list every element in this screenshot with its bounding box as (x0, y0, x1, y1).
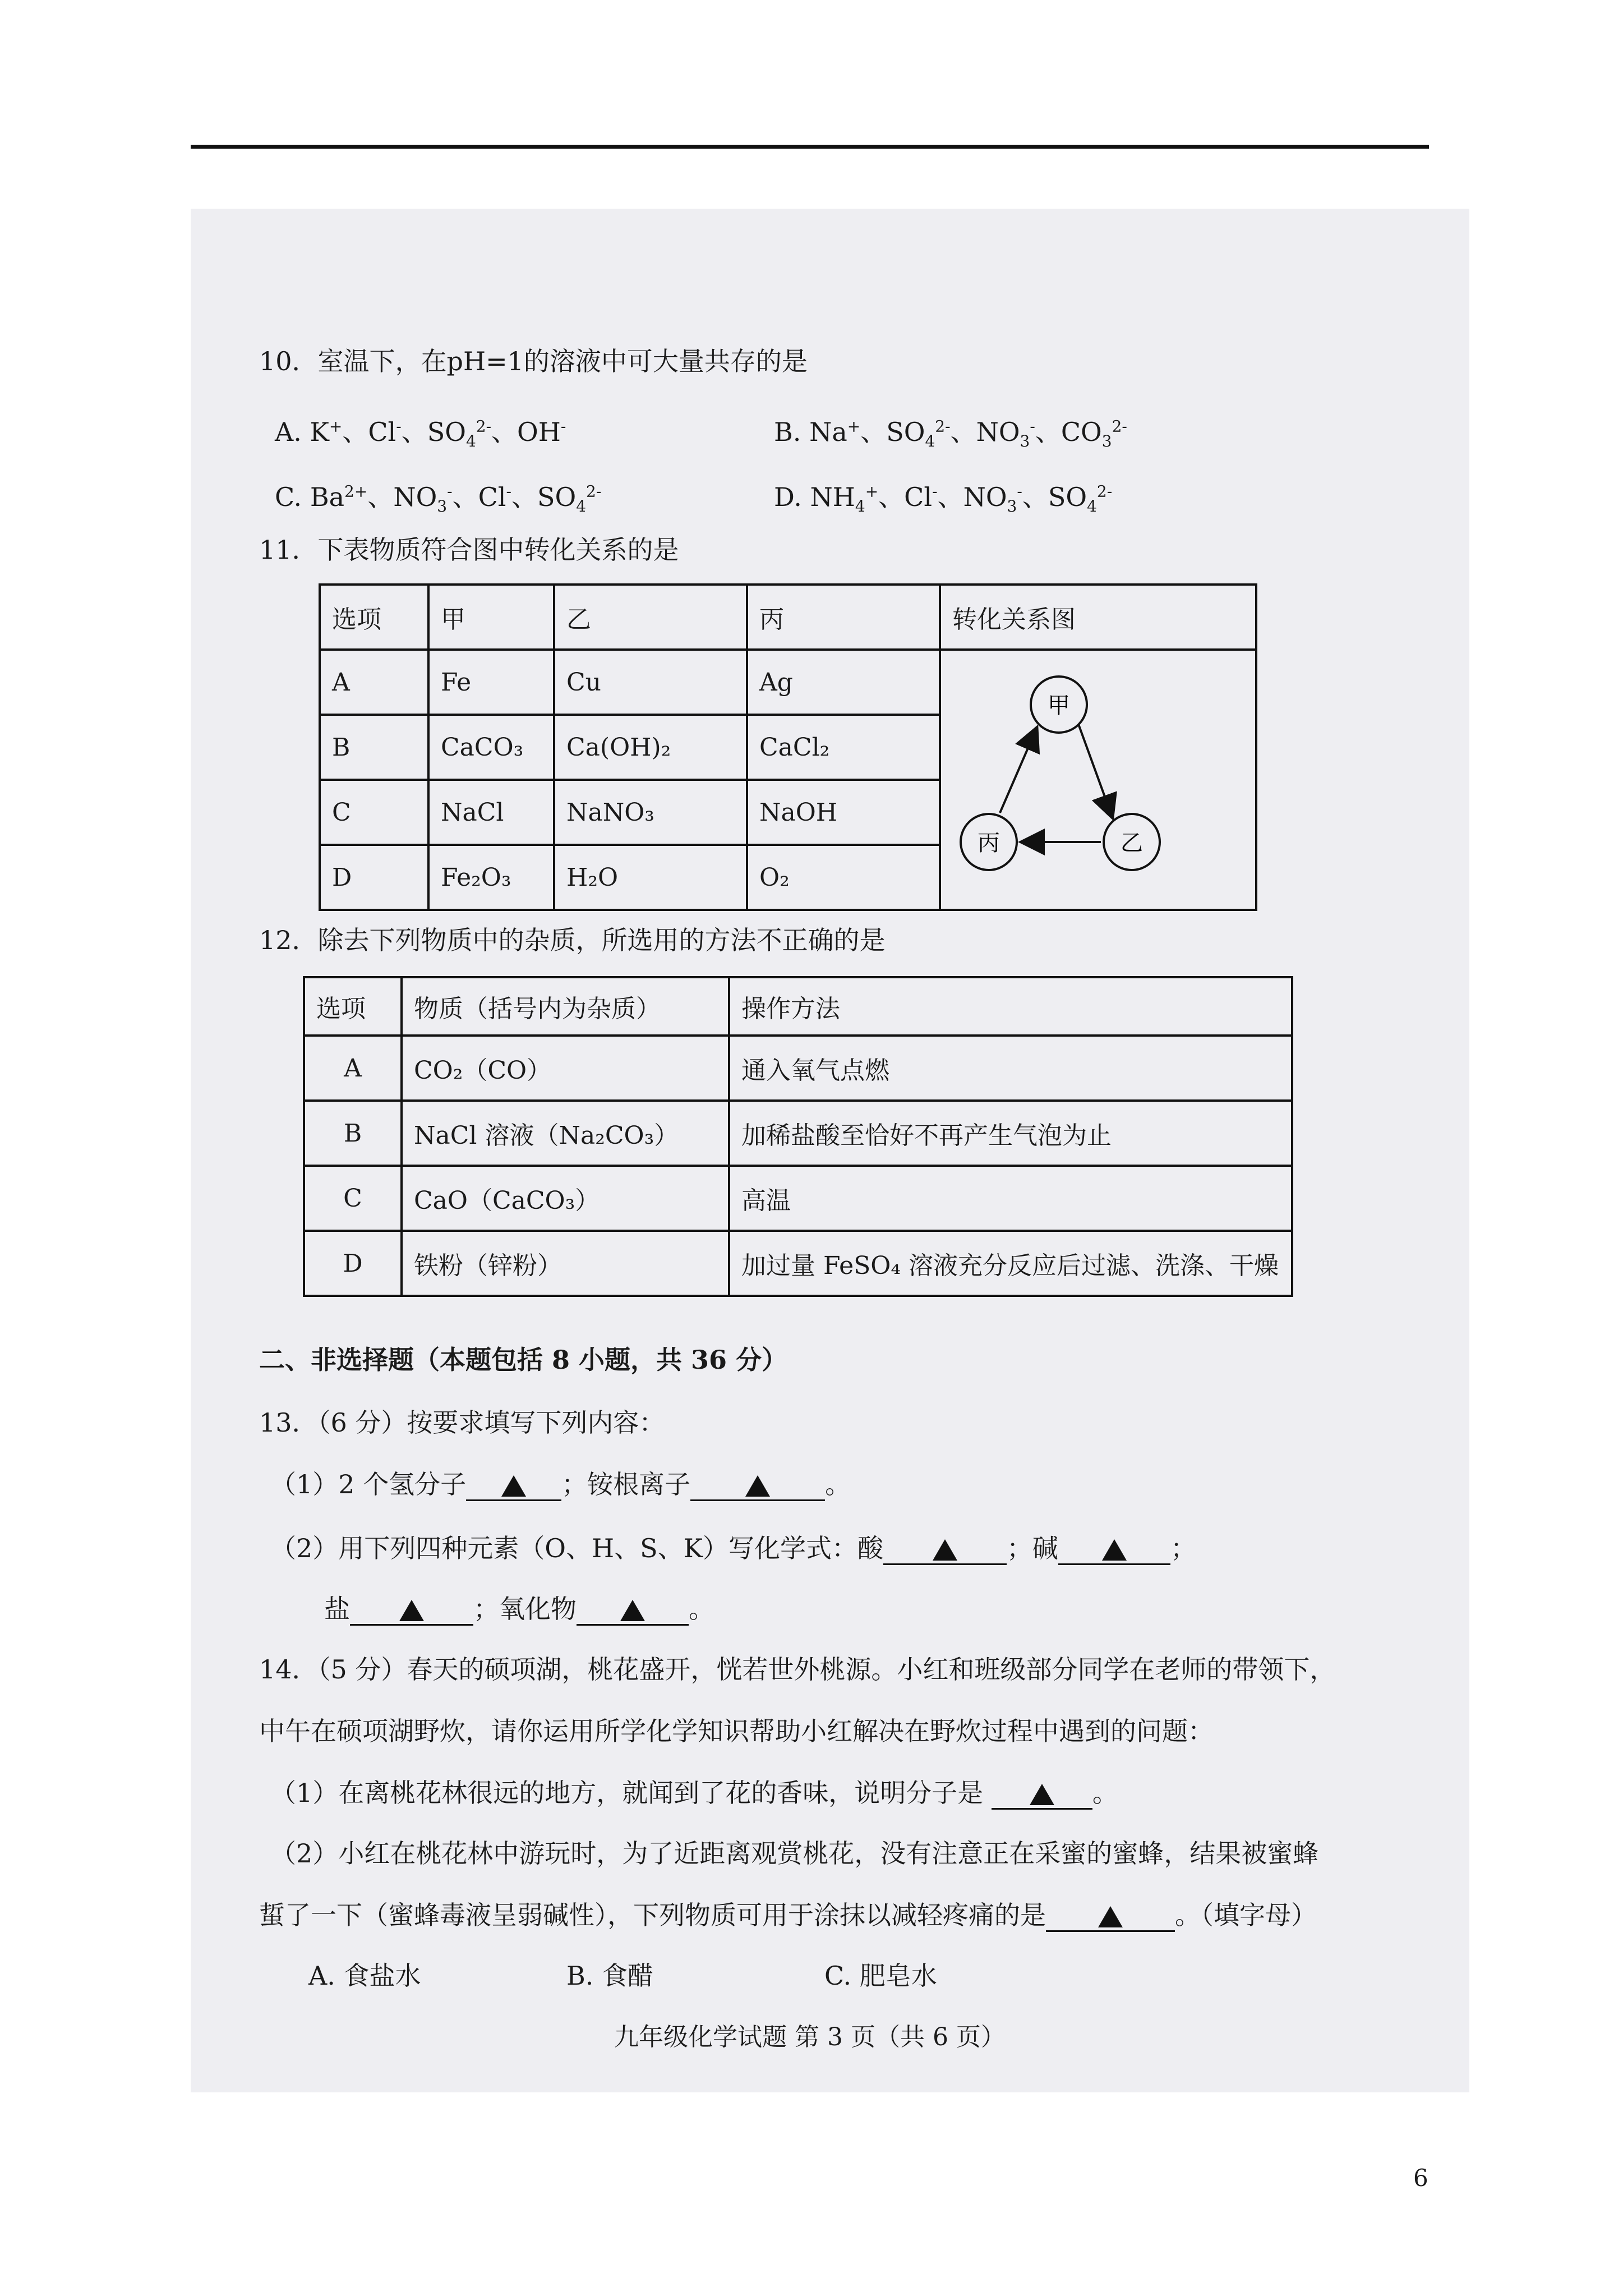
table-cell: A (320, 650, 428, 715)
table-row (304, 1036, 1292, 1101)
conversion-diagram-cell (940, 650, 1256, 910)
table-cell: CaO（CaCO₃） (402, 1166, 729, 1231)
arrow-jia-to-yi (1078, 724, 1112, 817)
answer-blank[interactable] (1058, 1535, 1170, 1565)
table-header-row (320, 585, 1256, 650)
answer-blank[interactable] (883, 1535, 1007, 1565)
table-header-cell: 丙 (747, 585, 940, 650)
section-heading: 二、非选择题（本题包括 8 小题，共 36 分） (259, 1345, 788, 1375)
triangle-icon (933, 1539, 957, 1561)
table-cell: C (304, 1166, 402, 1231)
table-cell: D (304, 1231, 402, 1296)
table-row (320, 650, 1256, 715)
table-cell: A (304, 1036, 402, 1101)
q12-table (303, 976, 1293, 1297)
q10-option-b: B. Na+、$SO_4^{2-}$、$NO_3^-$、$CO_3^{2-}$ (774, 417, 1127, 451)
table-header-cell: 选项 (304, 977, 402, 1036)
q10-option-d: D. $NH_4^+$、Cl-、$NO_3^-$、$SO_4^{2-}$ (774, 482, 1113, 516)
table-cell: NaOH (747, 780, 940, 845)
table-header-cell: 操作方法 (729, 977, 1292, 1036)
table-cell: C (320, 780, 428, 845)
table-cell: Fe₂O₃ (428, 845, 554, 910)
header-rule (191, 145, 1429, 149)
answer-blank[interactable] (690, 1471, 825, 1501)
triangle-icon (745, 1475, 770, 1497)
label-bing: 丙 (978, 830, 1000, 856)
q14-option-b: B. 食醋 (566, 1961, 654, 1991)
answer-blank[interactable] (1046, 1902, 1175, 1932)
table-cell: D (320, 845, 428, 910)
table-cell: 加稀盐酸至恰好不再产生气泡为止 (729, 1101, 1292, 1166)
table-cell: H₂O (554, 845, 747, 910)
table-cell: NaCl (428, 780, 554, 845)
table-cell: B (304, 1101, 402, 1166)
q13-line3: 盐 ；氧化物 。 (324, 1589, 714, 1626)
table-cell: O₂ (747, 845, 940, 910)
triangle-icon (1030, 1784, 1054, 1805)
table-cell: Ag (747, 650, 940, 715)
q14-part2-line2: 蜇了一下（蜜蜂毒液呈弱碱性），下列物质可用于涂抹以减轻疼痛的是 。（填字母） (259, 1895, 1317, 1932)
table-cell: Cu (554, 650, 747, 715)
table-cell: Fe (428, 650, 554, 715)
q14-part2-line1: （2）小红在桃花林中游玩时，为了近距离观赏桃花，没有注意正在采蜜的蜜蜂，结果被蜜蜂 (270, 1838, 1319, 1869)
table-header-cell: 物质（括号内为杂质） (402, 977, 729, 1036)
q11-table (319, 583, 1257, 911)
answer-blank[interactable] (350, 1596, 473, 1626)
q14-intro-line2: 中午在硕项湖野炊，请你运用所学化学知识帮助小红解决在野炊过程中遇到的问题： (259, 1716, 1214, 1746)
q11-stem: 11．下表物质符合图中转化关系的是 (259, 535, 679, 565)
q14-part1: （1）在离桃花林很远的地方，就闻到了花的香味，说明分子是 。 (270, 1773, 1118, 1810)
arrow-bing-to-jia (1000, 729, 1036, 813)
q13-line1: （1）2 个氢分子 ；铵根离子 。 (270, 1464, 851, 1501)
page-number: 6 (1413, 2164, 1428, 2192)
q14-option-c: C. 肥皂水 (824, 1961, 937, 1991)
table-header-cell: 甲 (428, 585, 554, 650)
table-header-cell: 选项 (320, 585, 428, 650)
table-header-cell: 转化关系图 (940, 585, 1256, 650)
triangle-icon (1098, 1906, 1123, 1927)
table-cell: 加过量 FeSO₄ 溶液充分反应后过滤、洗涤、干燥 (729, 1231, 1292, 1296)
table-cell: NaCl 溶液（Na₂CO₃） (402, 1101, 729, 1166)
table-cell: 铁粉（锌粉） (402, 1231, 729, 1296)
q14-option-a: A. 食盐水 (308, 1961, 421, 1991)
label-jia: 甲 (1048, 692, 1070, 719)
table-cell: 高温 (729, 1166, 1292, 1231)
answer-blank[interactable] (992, 1780, 1092, 1810)
table-row (304, 1166, 1292, 1231)
q10-option-a: A. K+、Cl-、$SO_4^{2-}$、OH- (275, 417, 566, 451)
q12-stem: 12．除去下列物质中的杂质，所选用的方法不正确的是 (259, 925, 886, 955)
label-yi: 乙 (1121, 830, 1143, 856)
triangle-icon (399, 1600, 424, 1621)
triangle-icon (501, 1475, 526, 1497)
table-cell: CO₂（CO） (402, 1036, 729, 1101)
table-cell: NaNO₃ (554, 780, 747, 845)
triangle-icon (620, 1600, 645, 1621)
table-cell: B (320, 715, 428, 780)
table-header-cell: 乙 (554, 585, 747, 650)
answer-blank[interactable] (577, 1596, 689, 1626)
q13-line2: （2）用下列四种元素（O、H、S、K）写化学式：酸 ；碱 ； (270, 1528, 1196, 1565)
q13-intro: 13．（6 分）按要求填写下列内容： (259, 1407, 665, 1438)
page-footer: 九年级化学试题 第 3 页（共 6 页） (614, 2023, 1006, 2051)
table-cell: 通入氧气点燃 (729, 1036, 1292, 1101)
conversion-diagram (941, 651, 1233, 903)
table-row (304, 1231, 1292, 1296)
q10-option-c: C. $Ba^{2+}$、$NO_3^-$、Cl-、$SO_4^{2-}$ (275, 482, 602, 516)
answer-blank[interactable] (466, 1471, 561, 1501)
triangle-icon (1102, 1539, 1127, 1561)
table-cell: CaCO₃ (428, 715, 554, 780)
table-cell: Ca(OH)₂ (554, 715, 747, 780)
q10-stem: 10．室温下，在pH=1的溶液中可大量共存的是 (259, 346, 808, 376)
table-header-row (304, 977, 1292, 1036)
table-row (304, 1101, 1292, 1166)
q14-intro-line1: 14．（5 分）春天的硕项湖，桃花盛开，恍若世外桃源。小红和班级部分同学在老师的带领下， (259, 1654, 1336, 1685)
table-cell: CaCl₂ (747, 715, 940, 780)
